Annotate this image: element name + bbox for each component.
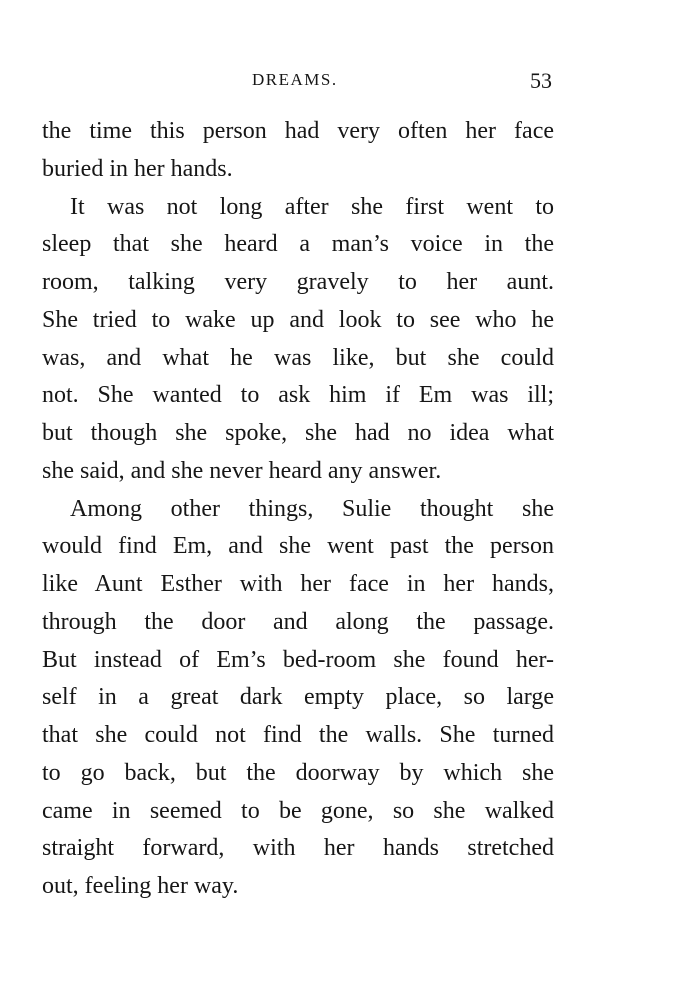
page-number: 53 — [530, 68, 552, 93]
text-line: straight forward, with her hands stretched — [42, 835, 554, 862]
running-head — [42, 70, 554, 100]
text-line: the time this person had very often her face — [42, 118, 554, 144]
running-title: DREAMS. — [252, 70, 338, 89]
paragraph — [42, 113, 554, 189]
text-line: self in a great dark empty place, so large — [42, 684, 554, 711]
text-line: She tried to wake up and look to see who he — [42, 306, 554, 333]
body-text — [42, 113, 554, 906]
text-line: out, feeling her way. — [42, 873, 239, 899]
text-line: sleep that she heard a man’s voice in the — [42, 231, 554, 258]
text-line: but though she spoke, she had no idea what — [42, 420, 554, 446]
text-line: buried in her hands. — [42, 155, 233, 182]
text-line: she said, and she never heard any answer. — [42, 457, 442, 484]
text-line: not. She wanted to ask him if Em was ill; — [42, 382, 554, 409]
text-line: came in seemed to be gone, so she walked — [42, 797, 554, 824]
paragraph — [42, 189, 554, 491]
text-line: room, talking very gravely to her aunt. — [42, 269, 554, 295]
text-line: like Aunt Esther with her face in her hands, — [42, 571, 554, 597]
text-line: was, and what he was like, but she could — [42, 344, 554, 371]
text-line: It was not long after she first went to — [70, 193, 554, 220]
text-line: to go back, but the doorway by which she — [42, 759, 554, 786]
paragraph — [42, 491, 554, 906]
text-line: through the door and along the passage. — [42, 608, 554, 635]
text-line: Among other things, Sulie thought she — [70, 495, 554, 522]
text-line: would find Em, and she went past the person — [42, 533, 554, 560]
text-line: But instead of Em’s bed-room she found her- — [42, 646, 554, 673]
text-line: that she could not find the walls. She turned — [42, 722, 554, 748]
